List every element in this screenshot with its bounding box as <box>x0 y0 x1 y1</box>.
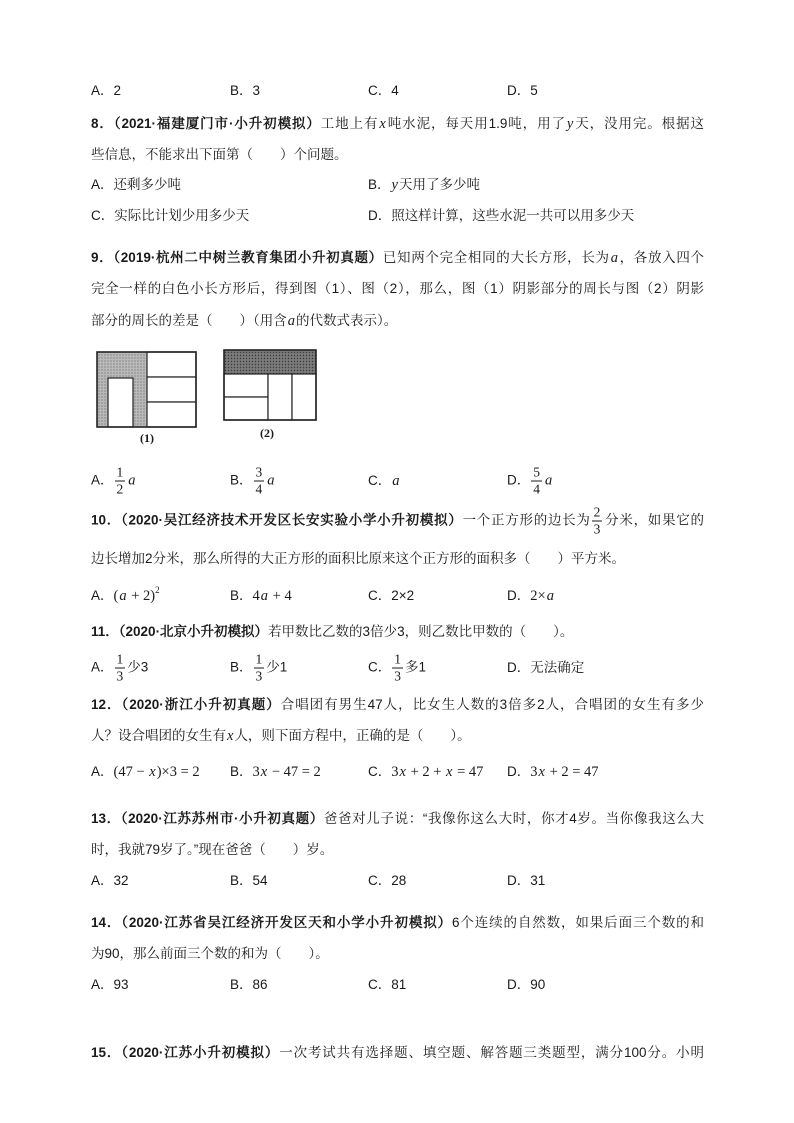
text-run: 工地上有 <box>320 116 379 131</box>
fraction <box>592 506 603 537</box>
text-run: B． <box>230 472 253 488</box>
math-text: 3 <box>391 764 399 780</box>
question-14-line-2 <box>91 945 704 963</box>
text-run: 爸爸对儿子说：“我像你这么大时，你才4岁。当你像我这么大 <box>323 811 704 826</box>
question-13-option-b <box>230 872 268 890</box>
text-run: 吨水泥，每天用1.9吨，用了 <box>386 116 566 131</box>
figure-1 <box>97 352 196 445</box>
question-source: （2020·吴江经济技术开发区长安实验小学小升初模拟） <box>120 512 463 528</box>
question-10-option-b <box>230 587 292 605</box>
question-9-option-c <box>368 472 401 490</box>
text-run: D． <box>507 764 531 779</box>
fraction-numerator: 1 <box>255 651 263 667</box>
fraction-numerator: 1 <box>394 651 401 667</box>
math-text: (47 − <box>113 764 149 780</box>
question-9-line-1 <box>91 249 704 267</box>
text-run: A．93 <box>91 977 129 992</box>
question-number: 13． <box>91 811 121 826</box>
question-10-option-a <box>91 587 160 605</box>
fraction <box>531 466 542 497</box>
question-8-line-1 <box>91 115 704 133</box>
text-run: C．28 <box>368 873 407 888</box>
figure-1-label: (1) <box>140 431 154 445</box>
variable: x <box>538 764 545 780</box>
text-run: B． <box>230 764 253 779</box>
question-8-option-d <box>368 207 634 225</box>
variable: a <box>610 250 618 266</box>
math-text: 3 <box>252 764 260 780</box>
question-13-option-d <box>507 872 545 890</box>
figure-1-small-rectangle-bottom <box>147 402 196 427</box>
text-run: D．无法确定 <box>507 660 585 675</box>
text-run: 合唱团有男生47人，比女生人数的3倍多2人，合唱团的女生有多少 <box>280 697 704 712</box>
text-run: 时，我就79岁了。”现在爸爸（ ）岁。 <box>91 842 334 857</box>
figure-2-label: (2) <box>260 426 274 440</box>
text-run: D． <box>507 588 531 603</box>
question-11-line-1 <box>91 623 704 641</box>
text-run: B．86 <box>230 977 268 992</box>
text-run: C．2×2 <box>368 588 415 603</box>
variable: a <box>546 588 554 604</box>
figure-1-small-rectangle-top <box>147 352 196 377</box>
question-number: 14． <box>91 915 122 930</box>
question-source: （2020·江苏省吴江经济开发区天和小学小升初模拟） <box>121 915 452 930</box>
fraction-denominator: 3 <box>394 668 401 684</box>
fraction-numerator: 1 <box>116 464 124 480</box>
text-run: D．照这样计算，这些水泥一共可以用多少天 <box>368 208 635 223</box>
text-run: B． <box>230 588 253 603</box>
fraction <box>115 466 126 497</box>
question-11-option-a <box>91 653 148 684</box>
question-11-option-d <box>507 659 584 677</box>
question-12-option-a <box>91 763 200 781</box>
question-8-line-2 <box>91 146 704 164</box>
question-source: （2020·江苏苏州市·小升初真题） <box>120 811 324 826</box>
text-run: C．4 <box>368 83 399 98</box>
question-15-line-1 <box>91 1044 704 1062</box>
math-text: ( <box>113 588 119 604</box>
question-10-option-d <box>507 587 555 605</box>
question-source: （2020·北京小升初模拟） <box>118 624 269 639</box>
fraction-denominator: 4 <box>533 481 540 497</box>
question-number: 12． <box>91 697 122 712</box>
question-source: （2020·浙江小升初真题） <box>121 697 281 712</box>
question-13-option-a <box>91 872 129 890</box>
text-run: C．81 <box>368 977 407 992</box>
text-run: 6个连续的自然数，如果后面三个数的和 <box>451 915 704 930</box>
math-text: + 4 <box>269 588 292 604</box>
variable: a <box>119 588 127 604</box>
question-12-line-2 <box>91 727 704 745</box>
question-number: 10． <box>91 512 121 528</box>
question-number: 9． <box>91 250 114 265</box>
text-run: 多1 <box>405 659 427 675</box>
question-9-option-b <box>230 466 276 497</box>
text-run: 分米，如果它的 <box>604 512 705 528</box>
text-run: 为90，那么前面三个数的和为（ ）。 <box>91 946 329 961</box>
previous-option-a <box>91 82 121 100</box>
variable: x <box>260 764 268 780</box>
text-run: 些信息，不能求出下面第（ ）个问题。 <box>91 147 348 162</box>
question-12-option-d <box>507 763 599 781</box>
question-12-option-c <box>368 763 483 781</box>
variable: x <box>379 116 386 132</box>
variable: x <box>446 764 453 780</box>
text-run: D．31 <box>507 873 546 888</box>
text-run: ，各放入四个 <box>618 250 705 265</box>
text-run: C． <box>368 473 392 488</box>
variable: a <box>545 472 553 489</box>
fraction-denominator: 4 <box>255 481 263 497</box>
math-text: + 2 + <box>406 764 446 780</box>
figure-2-shaded-region <box>224 350 316 374</box>
question-13-option-c <box>368 872 406 890</box>
question-12-line-1 <box>91 696 704 714</box>
text-run: B． <box>368 177 391 192</box>
question-8-option-b <box>368 176 480 194</box>
variable: a <box>392 473 400 489</box>
text-run: 一次考试共有选择题、填空题、解答题三类题型，满分100分。小明 <box>279 1045 704 1060</box>
text-run: 人？设合唱团的女生有 <box>91 728 226 743</box>
fraction-denominator: 3 <box>116 668 124 684</box>
figure-1-small-rectangle-middle <box>147 377 196 402</box>
text-run: D．5 <box>507 83 538 98</box>
math-text: 2× <box>530 588 546 604</box>
question-number: 8． <box>91 116 114 131</box>
text-run: 天用了多少吨 <box>398 177 480 192</box>
text-run: 人，则下面方程中，正确的是（ ）。 <box>234 728 471 743</box>
text-run: 的代数式表示）。 <box>296 313 398 328</box>
previous-option-b <box>230 82 260 100</box>
math-text: )×3 = 2 <box>156 764 200 780</box>
question-11-option-b <box>230 653 287 684</box>
text-run: 部分的周长的差是（ ）（用含 <box>91 313 287 328</box>
question-14-line-1 <box>91 914 704 932</box>
math-text: + 2) <box>127 588 156 604</box>
math-text: 4 <box>252 588 260 604</box>
figure-2 <box>224 350 316 440</box>
fraction-denominator: 3 <box>255 668 263 684</box>
text-run: D． <box>507 472 531 488</box>
figure-2-small-rectangle-horizontal-bottom <box>224 397 268 420</box>
text-run: A．32 <box>91 873 129 888</box>
fraction-numerator: 3 <box>255 464 263 480</box>
fraction-denominator: 2 <box>116 481 124 497</box>
fraction-denominator: 3 <box>593 521 601 537</box>
fraction-numerator: 2 <box>593 504 601 520</box>
fraction-numerator: 1 <box>116 651 124 667</box>
question-10-line-1 <box>91 506 704 537</box>
figure-1-small-rectangle-vertical <box>108 378 133 427</box>
question-8-option-c <box>91 207 249 225</box>
question-10-line-2 <box>91 550 704 568</box>
variable: a <box>260 588 269 604</box>
previous-option-d <box>507 82 538 100</box>
text-run: D．90 <box>507 977 546 992</box>
question-number: 11． <box>91 624 119 639</box>
text-run: B． <box>230 659 253 675</box>
variable: x <box>149 764 156 780</box>
question-14-option-b <box>230 976 268 994</box>
question-12-option-b <box>230 763 321 781</box>
fraction <box>254 466 265 497</box>
text-run: 天，没用完。根据这 <box>574 116 704 131</box>
text-run: 边长增加2分米，那么所得的大正方形的面积比原来这个正方形的面积多（ ）平方米。 <box>91 551 626 566</box>
variable: y <box>391 177 398 193</box>
variable: y <box>566 116 574 132</box>
question-11-option-c <box>368 653 426 684</box>
math-text: = 47 <box>453 764 484 780</box>
math-text: − 47 = 2 <box>268 764 321 780</box>
variable: x <box>227 728 234 744</box>
text-run: 少1 <box>266 659 288 675</box>
question-9-option-d <box>507 466 553 497</box>
figure-2-small-rectangle-vertical-right <box>292 374 316 420</box>
text-run: C．实际比计划少用多少天 <box>91 208 250 223</box>
text-run: C． <box>368 659 392 675</box>
previous-option-c <box>368 82 399 100</box>
math-text: 3 <box>530 764 538 780</box>
fraction-numerator: 5 <box>533 464 540 480</box>
variable: x <box>399 764 406 780</box>
question-number: 15． <box>91 1045 122 1060</box>
text-run: A．2 <box>91 83 122 98</box>
fraction <box>392 653 403 684</box>
question-14-option-a <box>91 976 129 994</box>
text-run: 一个正方形的边长为 <box>462 512 591 528</box>
figure-2-small-rectangle-horizontal-top <box>224 374 268 397</box>
question-9-figures <box>95 345 325 450</box>
superscript: 2 <box>155 585 160 595</box>
question-10-option-c <box>368 587 414 605</box>
question-9-line-3 <box>91 312 704 330</box>
variable: a <box>128 472 136 489</box>
text-run: 若甲数比乙数的3倍少3，则乙数比甲数的（ ）。 <box>268 624 574 639</box>
variable: a <box>287 313 295 329</box>
variable: a <box>267 472 275 489</box>
question-8-option-a <box>91 176 181 194</box>
text-run: B．54 <box>230 873 268 888</box>
question-13-line-2 <box>91 841 704 859</box>
text-run: 完全一样的白色小长方形后，得到图（1）、图（2），那么，图（1）阴影部分的周长与图（2）阴影 <box>91 281 704 296</box>
question-source: （2019·杭州二中树兰教育集团小升初真题） <box>113 250 383 265</box>
text-run: A． <box>91 588 114 603</box>
text-run: B．3 <box>230 83 261 98</box>
question-9-option-a <box>91 466 137 497</box>
text-run: 已知两个完全相同的大长方形，长为 <box>382 250 610 265</box>
figure-2-small-rectangle-vertical-left <box>268 374 292 420</box>
text-run: A． <box>91 764 114 779</box>
math-text: + 2 = 47 <box>545 764 599 780</box>
fraction <box>254 653 265 684</box>
text-run: 少3 <box>127 659 149 675</box>
fraction <box>115 653 126 684</box>
question-source: （2021·福建厦门市·小升初模拟） <box>113 116 321 131</box>
question-14-option-d <box>507 976 545 994</box>
text-run: A． <box>91 659 114 675</box>
text-run: A． <box>91 472 114 488</box>
question-14-option-c <box>368 976 406 994</box>
question-source: （2020·江苏小升初模拟） <box>121 1045 280 1060</box>
question-13-line-1 <box>91 810 704 828</box>
question-9-line-2 <box>91 280 704 298</box>
text-run: C． <box>368 764 392 779</box>
text-run: A．还剩多少吨 <box>91 177 182 192</box>
